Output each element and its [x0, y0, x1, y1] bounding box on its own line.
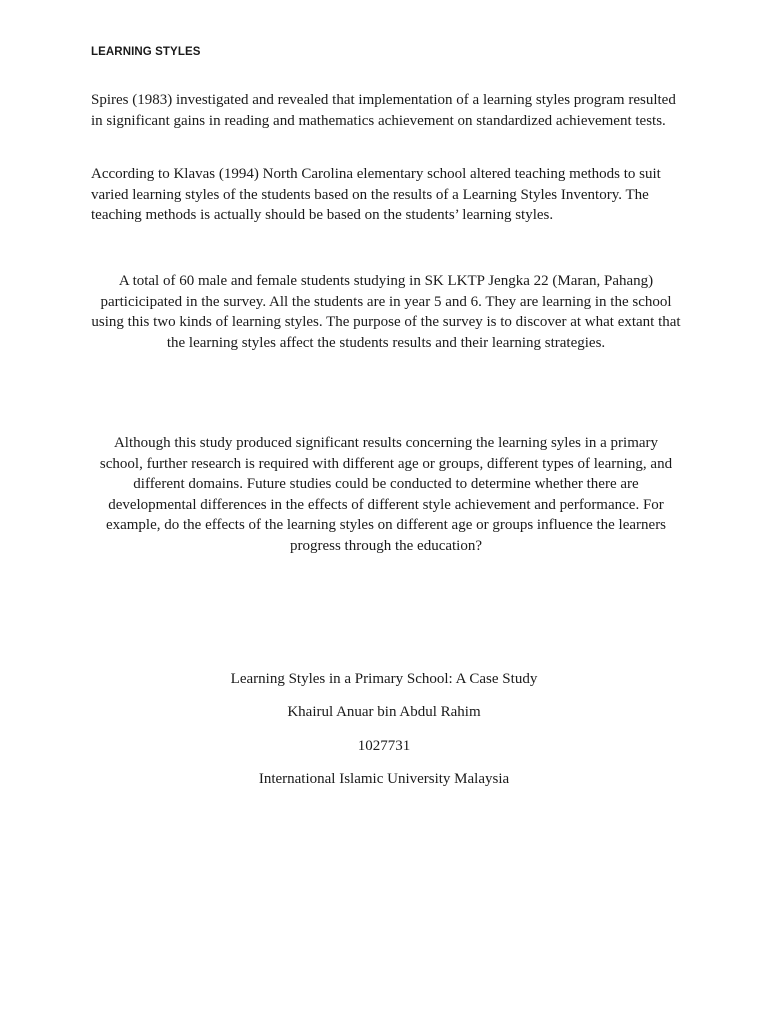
paragraph-spires: Spires (1983) investigated and revealed that implementation of a learning styles program resulted in significant gains in reading and mathematics achievement on standardized achievement tests. [91, 92, 676, 129]
paragraph-klavas: According to Klavas (1994) North Carolina elementary school altered teaching methods to suit varied learning styles of the students based on the results of a Learning Styles Inventory. The teaching methods is actually should be based on the students’ learning styles. [91, 166, 661, 223]
institution-name: International Islamic University Malaysia [258, 771, 510, 787]
section-heading: LEARNING STYLES [91, 46, 201, 58]
document-title: Learning Styles in a Primary School: A Case Study [230, 671, 538, 687]
student-id: 1027731 [357, 738, 411, 754]
author-name: Khairul Anuar bin Abdul Rahim [287, 704, 481, 720]
paragraph-survey: A total of 60 male and female students studying in SK LKTP Jengka 22 (Maran, Pahang) particicipated in the survey. All the students are in year 5 and 6. They are learning in the school using this two kinds of learning styles. The purpose of the survey is to discover at what extant that the learning styles affect the students results and their learning strategies. [91, 273, 681, 351]
paragraph-further-research: Although this study produced significant results concerning the learning syles in a primary school, further research is required with different age or groups, different types of learning, and different domains. Future studies could be conducted to determine whether there are developmental differences in the effects of different style achievement and performance. For example, do the effects of the learning styles on different age or groups influence the learners progress through the education? [99, 435, 673, 554]
